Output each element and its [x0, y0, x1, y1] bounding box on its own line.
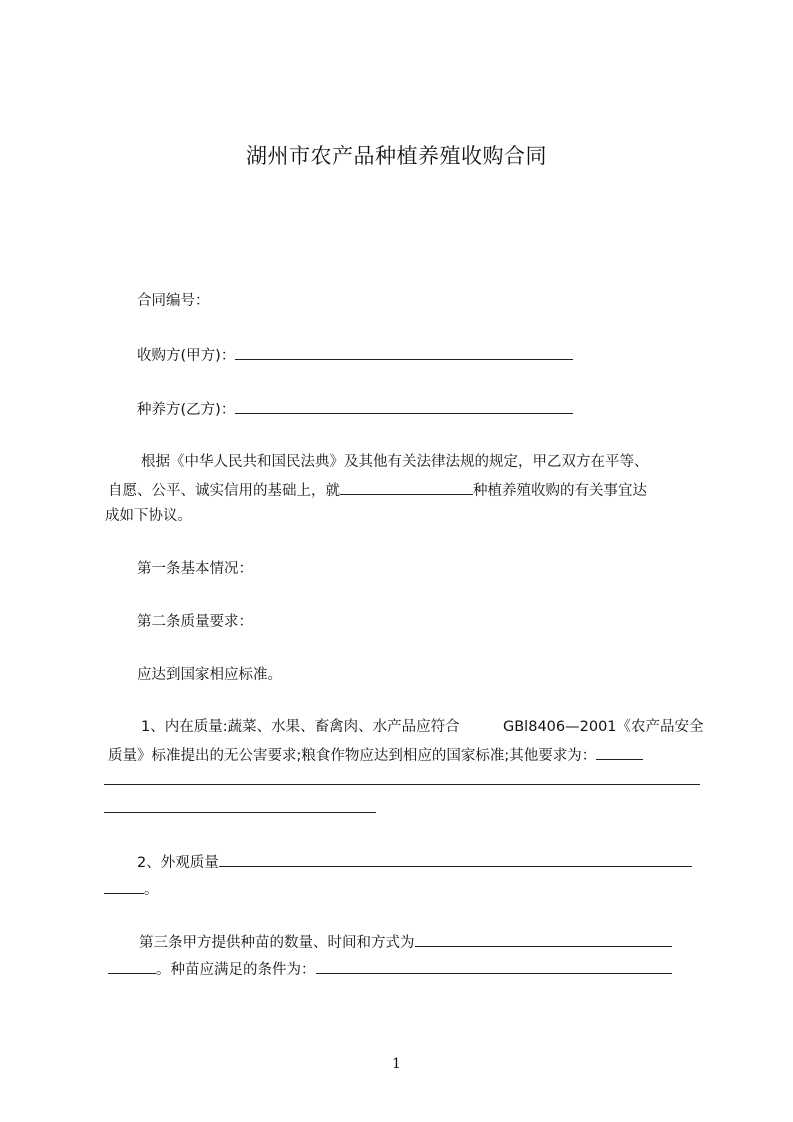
document-title: 湖州市农产品种植养殖收购合同 [246, 144, 547, 168]
seedling-conditions-blank [316, 959, 672, 974]
article-3-line-2 [108, 959, 672, 979]
item-2-end-mark: 。 [144, 882, 159, 898]
preamble-line-2-start: 自愿、公平、诚实信用的基础上，就 [108, 483, 340, 499]
blank-rule-2 [104, 812, 376, 813]
article-2-heading: 第二条质量要求： [137, 614, 253, 630]
seedlings-blank [415, 932, 672, 947]
blank-rule-1 [104, 784, 700, 785]
grower-line [137, 399, 573, 419]
article-3-text: 第三条甲方提供种苗的数量、时间和方式为 [139, 935, 415, 951]
article-3-line-1 [139, 932, 672, 952]
quality-standard-text: 应达到国家相应标准。 [137, 667, 282, 683]
preamble-line-1: 根据《中华人民共和国民法典》及其他有关法律法规的规定，甲乙双方在平等、 [141, 454, 649, 470]
buyer-label: 收购方(甲方)： [137, 348, 236, 364]
other-requirements-blank [596, 745, 643, 760]
item-1-line-2-text: 质量》标准提出的无公害要求;粮食作物应达到相应的国家标准;其他要求为： [108, 748, 597, 764]
grower-label: 种养方(乙方)： [137, 402, 236, 418]
item-2-label: 2、外观质量 [137, 855, 219, 871]
appearance-blank [219, 852, 692, 867]
item-1-line-1-end: GBl8406—2001《农产品安全 [503, 719, 704, 735]
item-1-line-2 [108, 745, 643, 765]
preamble-line-2 [108, 480, 647, 500]
buyer-blank [235, 345, 573, 360]
item-2-line-1 [137, 852, 692, 872]
article-3-condition-text: 。种苗应满足的条件为： [156, 962, 316, 978]
page-number: 1 [392, 1056, 401, 1072]
subject-blank [340, 480, 473, 495]
preamble-line-3: 成如下协议。 [105, 508, 192, 524]
preamble-line-2-end: 种植养殖收购的有关事宜达 [473, 483, 647, 499]
buyer-line [137, 345, 573, 365]
item-1-line-1-start: 1、内在质量:蔬菜、水果、畜禽肉、水产品应符合 [141, 719, 460, 735]
seedlings-blank-continued [108, 959, 156, 974]
item-2-line-2 [104, 879, 159, 899]
grower-blank [235, 399, 573, 414]
contract-number-label: 合同编号： [137, 293, 210, 309]
appearance-blank-continued [104, 879, 144, 894]
article-1-heading: 第一条基本情况： [137, 561, 253, 577]
